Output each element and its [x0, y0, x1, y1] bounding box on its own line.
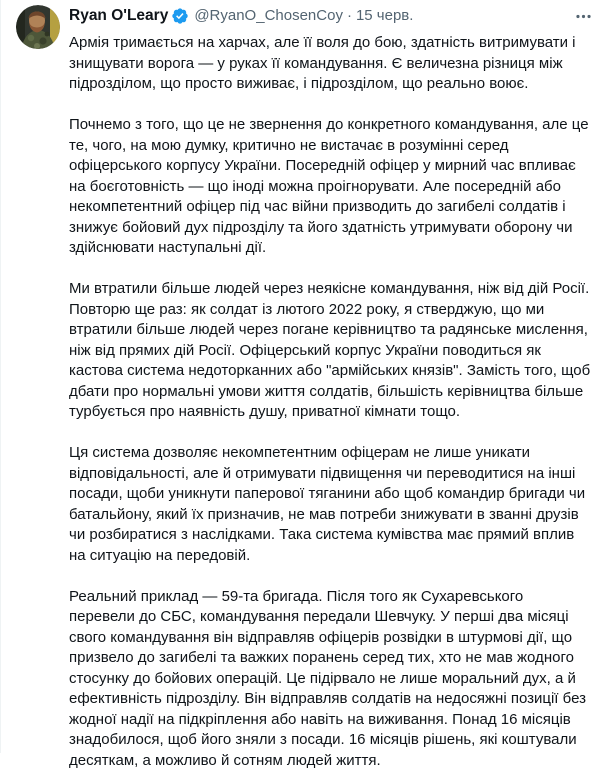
- timestamp[interactable]: 15 черв.: [356, 7, 414, 24]
- tweet-paragraph: Ця система дозволяє некомпетентним офіцерам не лише уникати відповідальності, але й отримувати підвищення чи переводитися на інші посади, щоби уникнути паперової тяганини або щоб командир бригади чи батальйону, який їх призначив, не мав потреби знижувати в званні друзів чи розбиратися з наслідками. Така система кумівства має прямий вплив на ситуацію на передовій.: [69, 443, 593, 566]
- avatar[interactable]: [16, 5, 60, 49]
- more-icon: [574, 7, 593, 26]
- tweet-paragraph: Ми втратили більше людей через неякісне командування, ніж від дій Росії. Повторю ще раз: як солдат із лютого 2022 року, я стверджую, що ми втратили більше людей через погане керівництво та радянське мислення, ніж від прямих дій Росії. Офіцерський корпус України поводиться як кастова система недоторканних або "армійських князів". Замість того, щоб дбати про нормальні умови життя солдатів, більшість керівництва більше турбується про наявність душу, приватної кімнати тощо.: [69, 279, 593, 423]
- tweet-content: [69, 5, 595, 753]
- verified-badge-icon: [171, 7, 189, 25]
- separator-dot: ·: [347, 7, 352, 24]
- tweet-body: [69, 33, 595, 771]
- more-button[interactable]: [574, 7, 593, 26]
- avatar-column: [16, 5, 60, 753]
- avatar-photo-icon: [16, 5, 60, 49]
- author-name[interactable]: Ryan O'Leary: [69, 7, 168, 25]
- tweet-paragraph: Армія тримається на харчах, але її воля до бою, здатність витримувати і знищувати ворога — у руках її командування. Є величезна різниця між підрозділом, що просто виживає, і підрозділом, що реально воює.: [69, 33, 593, 95]
- tweet-header: [69, 5, 595, 26]
- tweet-paragraph: Реальний приклад — 59-та бригада. Після того як Сухаревського перевели до СБС, командування передали Шевчуку. У перші два місяці свого командування він відправляв офіцерів розвідки в штурмові дії, що призвело до загибелі та важких поранень серед тих, хто не мав жодного стосунку до бойових операцій. Це підірвало не лише моральний дух, а й ефективність підрозділу. Він відправляв солдатів на недосяжні позиції без жодної надії на підкріплення або навіть на виживання. Понад 16 місяців знадобилося, щоб його зняли з посади. 16 місяців рішень, які коштували десяткам, а можливо й сотням людей життя.: [69, 587, 593, 771]
- tweet-paragraph: Почнемо з того, що це не звернення до конкретного командування, але це те, чого, на мою думку, критично не вистачає в розумінні серед офіцерського корпусу України. Посередній офіцер у мирний час впливає на боєготовність — що іноді можна проігнорувати. Але посередній або некомпетентний офіцер під час війни призводить до загибелі солдатів і знижує бойовий дух підрозділу та його здатність утримувати оборону чи здійснювати наступальні дії.: [69, 115, 593, 259]
- author-handle[interactable]: @RyanO_ChosenCoy: [194, 7, 343, 24]
